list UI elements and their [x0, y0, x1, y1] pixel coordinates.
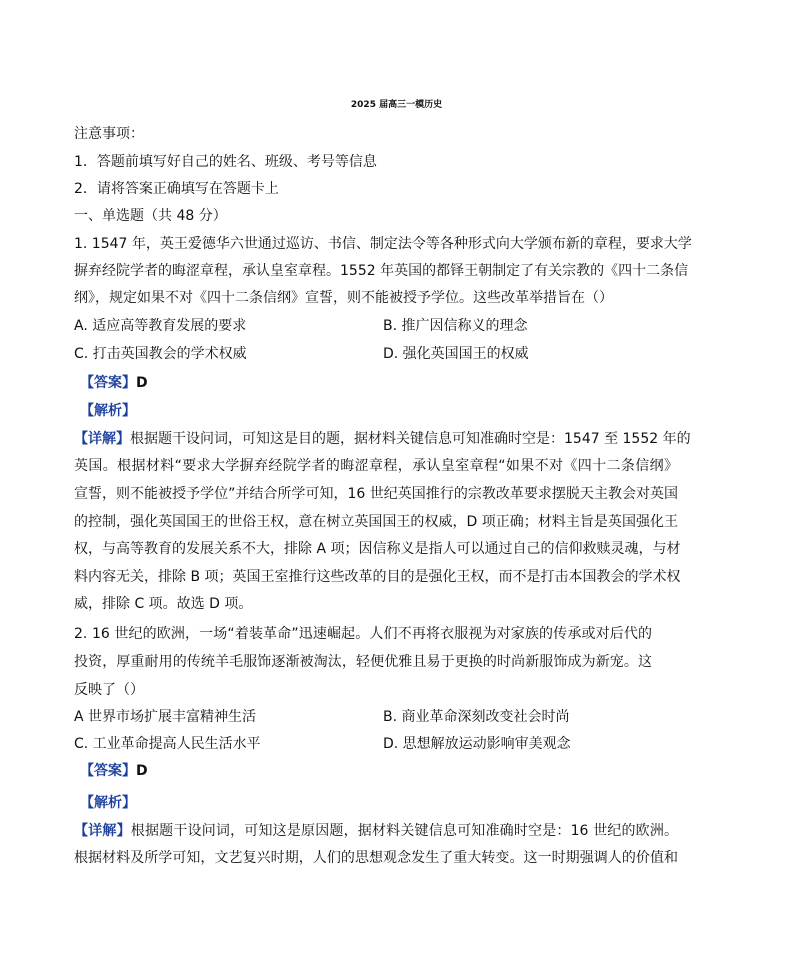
- page-title: 2025 届高三一模历史: [350, 100, 443, 110]
- q2-detail-line: 根据材料及所学可知，文艺复兴时期，人们的思想观念发生了重大转变。这一时期强调人的价值和: [74, 850, 678, 866]
- q1-option-c: C. 打击英国教会的学术权威: [74, 346, 247, 362]
- q1-stem-line: 纲》，规定如果不对《四十二条信纲》宣誓，则不能被授予学位。这些改革举措旨在（）: [74, 290, 613, 306]
- q1-detail-line: 威，排除 C 项。故选 D 项。: [74, 596, 253, 612]
- q1-detail-text: 根据题干设问词，可知这是目的题，据材料关键信息可知准确时空是：1547 至 1552 年的: [130, 431, 691, 447]
- analysis-tag: 【解析】: [80, 403, 136, 419]
- answer-value: D: [136, 375, 148, 391]
- q1-detail-line: [74, 429, 691, 449]
- q1-option-a: A. 适应高等教育发展的要求: [74, 318, 247, 334]
- notice-item: 2．请将答案正确填写在答题卡上: [74, 181, 279, 197]
- q1-detail-line: 英国。根据材料“要求大学摒弃经院学者的晦涩章程，承认皇室章程“如果不对《四十二条信纲》: [74, 458, 678, 474]
- q1-stem-line: 摒弃经院学者的晦涩章程，承认皇室章程。1552 年英国的都铎王朝制定了有关宗教的《四十二条信: [74, 263, 689, 279]
- answer-tag: 【答案】: [80, 763, 136, 779]
- q2-option-b: B. 商业革命深刻改变社会时尚: [383, 709, 570, 725]
- q1-analysis-tag: [80, 401, 136, 421]
- q1-detail-line: 宣誓，则不能被授予学位”并结合所学可知，16 世纪英国推行的宗教改革要求摆脱天主教会对英国: [74, 486, 678, 502]
- q1-detail-line: 的控制，强化英国国王的世俗王权，意在树立英国国王的权威，D 项正确；材料主旨是英国强化王: [74, 514, 678, 530]
- q2-analysis-tag: [80, 793, 136, 813]
- q2-detail-line: [74, 821, 678, 841]
- q2-stem-line: 反映了（）: [74, 682, 144, 698]
- detail-tag: 【详解】: [74, 431, 130, 447]
- section-heading: 一、单选题（共 48 分）: [74, 208, 227, 224]
- q1-option-b: B. 推广因信称义的理念: [383, 318, 528, 334]
- q1-stem-line: 1. 1547 年，英王爱德华六世通过巡访、书信、制定法令等各种形式向大学颁布新的章程，要求大学: [74, 236, 692, 252]
- q2-answer: [80, 761, 148, 781]
- q1-option-d: D. 强化英国国王的权威: [383, 346, 529, 362]
- answer-value: D: [136, 763, 148, 779]
- q1-detail-line: 料内容无关，排除 B 项；英国王室推行这些改革的目的是强化王权，而不是打击本国教会的学术权: [74, 569, 681, 585]
- q1-detail-line: 权，与高等教育的发展关系不大，排除 A 项；因信称义是指人可以通过自己的信仰救赎灵魂，与材: [74, 541, 681, 557]
- q2-stem-line: 投资，厚重耐用的传统羊毛服饰逐渐被淘汰，轻便优雅且易于更换的时尚新服饰成为新宠。这: [74, 654, 652, 670]
- q2-option-a: A 世界市场扩展丰富精神生活: [74, 709, 257, 725]
- detail-tag: 【详解】: [74, 823, 131, 839]
- q2-stem-line: 2. 16 世纪的欧洲，一场“着装革命”迅速崛起。人们不再将衣服视为对家族的传承或对后代的: [74, 626, 652, 642]
- analysis-tag: 【解析】: [80, 795, 136, 811]
- q2-option-d: D. 思想解放运动影响审美观念: [383, 736, 571, 752]
- q2-detail-text: 根据题干设问词，可知这是原因题，据材料关键信息可知准确时空是：16 世纪的欧洲。: [130, 823, 679, 839]
- q2-option-c: C. 工业革命提高人民生活水平: [74, 736, 261, 752]
- q1-answer: [80, 373, 148, 393]
- answer-tag: 【答案】: [80, 375, 136, 391]
- notice-heading: 注意事项：: [74, 126, 144, 142]
- notice-item: 1．答题前填写好自己的姓名、班级、考号等信息: [74, 154, 377, 170]
